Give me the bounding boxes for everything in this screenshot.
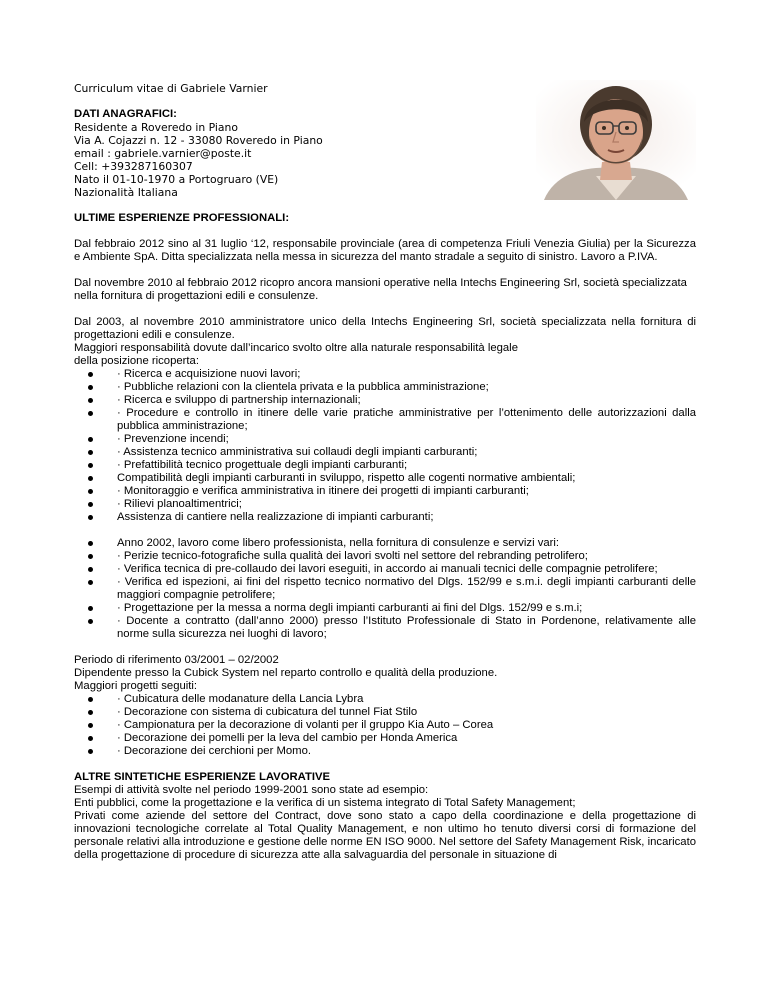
document-title: Curriculum vitae di Gabriele Varnier: [74, 82, 268, 95]
public-bodies-line: Enti pubblici, come la progettazione e la verifica di un sistema integrato di Total Safety Management;: [74, 797, 576, 809]
list-item: · Verifica tecnica di pre-collaudo dei lavori eseguiti, in accordo ai manuali tecnici delle compagnie petrolifere;: [74, 563, 696, 576]
list-item: · Prevenzione incendi;: [74, 433, 696, 446]
list-item: · Decorazione dei cerchioni per Momo.: [74, 745, 696, 758]
experience-paragraph-2012: Dal febbraio 2012 sino al 31 luglio ‘12, responsabile provinciale (area di competenza Friuli Venezia Giulia) per la Sicurezza e Ambiente SpA. Ditta specializzata nella messa in sicurezza del manto stradale a seguito di sinistro. Lavoro a P.IVA.: [74, 238, 696, 263]
experience-paragraph-2003: Dal 2003, al novembre 2010 amministratore unico della Intechs Engineering Srl, società specializzata nella fornitura di progettazioni edili e consulenze.: [74, 316, 696, 341]
experience-heading-block: [74, 212, 696, 225]
position-line: della posizione ricoperta:: [74, 355, 199, 367]
address-line: Residente a Roveredo in Piano: [74, 121, 238, 134]
experience-heading: ULTIME ESPERIENZE PROFESSIONALI:: [74, 212, 290, 224]
list-item: Compatibilità degli impianti carburanti in sviluppo, rispetto alle cogenti normative ambientali;: [74, 472, 696, 485]
personal-data-heading: DATI ANAGRAFICI:: [74, 108, 177, 120]
list-item: · Decorazione con sistema di cubicatura del tunnel Fiat Stilo: [74, 706, 696, 719]
list-item: · Docente a contratto (dall’anno 2000) presso l’Istituto Professionale di Stato in Pordenone, relativamente alle norme sulla sicurezza nei luoghi di lavoro;: [74, 615, 696, 641]
personal-data-section: [74, 108, 696, 199]
list-item: · Ricerca e sviluppo di partnership internazionali;: [74, 394, 696, 407]
birth-line: Nato il 01-10-1970 a Portogruaro (VE): [74, 173, 279, 186]
list-item: · Progettazione per la messa a norma degli impianti carburanti ai fini del Dlgs. 152/99 e s.m.i;: [74, 602, 696, 615]
freelance-list: [74, 537, 696, 641]
private-companies-paragraph: Privati come aziende del settore del Contract, dove sono stato a capo della coordinazione e della progettazione di innovazioni tecnologiche correlate al Total Quality Management, e non ultimo ho tenuto diversi corsi di formazione del personale relativi alla introduzione e gestione delle norme EN ISO 9000. Nel settore del Safety Management Risk, incaricato della progettazione di procedure di sicurezza atte alla salvaguardia del personale in situazione di: [74, 810, 696, 861]
list-item: · Monitoraggio e verifica amministrativa in itinere dei progetti di impianti carburanti;: [74, 485, 696, 498]
list-item: Assistenza di cantiere nella realizzazione di impianti carburanti;: [74, 511, 696, 524]
list-item: · Pubbliche relazioni con la clientela privata e la pubblica amministrazione;: [74, 381, 696, 394]
other-experience-intro: Esempi di attività svolte nel periodo 1999-2001 sono state ad esempio:: [74, 784, 429, 796]
cv-document: [74, 82, 696, 862]
list-item: Anno 2002, lavoro come libero professionista, nella fornitura di consulenze e servizi vari:: [74, 537, 696, 550]
email-line: email : gabriele.varnier@poste.it: [74, 147, 252, 160]
responsibility-line: Maggiori responsabilità dovute dall’incarico svolto oltre alla naturale responsabilità legale: [74, 342, 518, 354]
nationality-line: Nazionalità Italiana: [74, 186, 178, 199]
intechs-duties-list: [74, 368, 696, 524]
list-item: · Cubicatura delle modanature della Lancia Lybra: [74, 693, 696, 706]
employee-line: Dipendente presso la Cubick System nel reparto controllo e qualità della produzione.: [74, 667, 498, 679]
projects-list: [74, 693, 696, 758]
list-item: · Decorazione dei pomelli per la leva del cambio per Honda America: [74, 732, 696, 745]
list-item: · Rilievi planoaltimentrici;: [74, 498, 696, 511]
list-item: · Perizie tecnico-fotografiche sulla qualità dei lavori svolti nel settore del rebranding petrolifero;: [74, 550, 696, 563]
experience-paragraph-2010: Dal novembre 2010 al febbraio 2012 ricopro ancora mansioni operative nella Intechs Engineering Srl, società specializzata nella fornitura di progettazioni edili e consulenze.: [74, 277, 687, 302]
list-item: · Assistenza tecnico amministrativa sui collaudi degli impianti carburanti;: [74, 446, 696, 459]
list-item: · Prefattibilità tecnico progettuale degli impianti carburanti;: [74, 459, 696, 472]
phone-line: Cell: +393287160307: [74, 160, 193, 173]
list-item: · Verifica ed ispezioni, ai fini del rispetto tecnico normativo del Dlgs. 152/99 e s.m.i. degli impianti carburanti delle maggiori compagnie petrolifere;: [74, 576, 696, 602]
street-line: Via A. Cojazzi n. 12 - 33080 Roveredo in Piano: [74, 134, 323, 147]
list-item: · Ricerca e acquisizione nuovi lavori;: [74, 368, 696, 381]
list-item: · Procedure e controllo in itinere delle varie pratiche amministrative per l’ottenimento delle autorizzazioni dalla pubblica amministrazione;: [74, 407, 696, 433]
list-item: · Campionatura per la decorazione di volanti per il gruppo Kia Auto – Corea: [74, 719, 696, 732]
period-line: Periodo di riferimento 03/2001 – 02/2002: [74, 654, 279, 666]
projects-line: Maggiori progetti seguiti:: [74, 680, 198, 692]
other-experience-heading: ALTRE SINTETICHE ESPERIENZE LAVORATIVE: [74, 771, 331, 783]
